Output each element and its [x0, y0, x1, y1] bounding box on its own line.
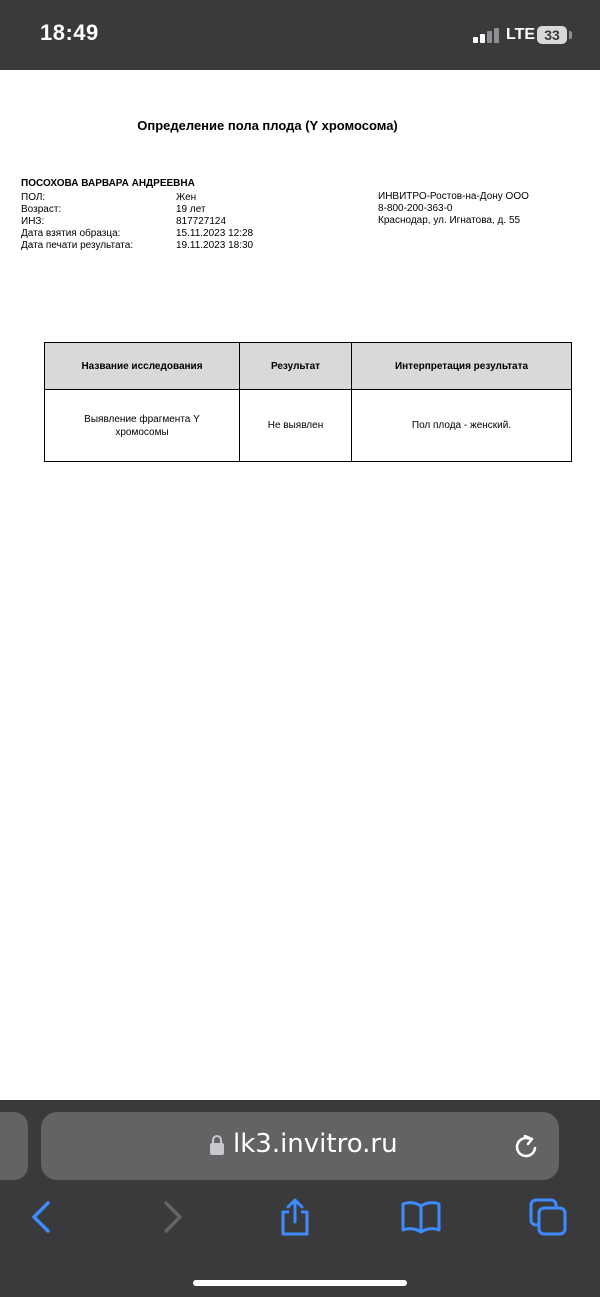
- home-indicator[interactable]: [193, 1280, 407, 1286]
- info-value: 19 лет: [176, 204, 206, 215]
- info-row-age: [21, 204, 321, 216]
- info-value: 15.11.2023 12:28: [176, 228, 254, 239]
- patient-info: [21, 192, 321, 252]
- info-label: Возраст:: [21, 204, 62, 215]
- tabs-icon[interactable]: [528, 1197, 568, 1237]
- document-title: Определение пола плода (Y хромосома): [137, 118, 398, 133]
- info-row-sample-date: [21, 228, 321, 240]
- status-bar: [0, 0, 600, 70]
- reload-icon[interactable]: [511, 1132, 541, 1162]
- chevron-right-icon[interactable]: [152, 1197, 192, 1237]
- lab-address: Краснодар, ул. Игнатова, д. 55: [378, 215, 521, 226]
- info-row-print-date: [21, 240, 321, 252]
- battery-tip: [569, 31, 572, 39]
- network-type: LTE: [506, 26, 536, 43]
- lab-info: [378, 191, 529, 227]
- lab-name: ИНВИТРО-Ростов-на-Дону ООО: [378, 191, 529, 202]
- signal-icon: [473, 27, 501, 43]
- url-text[interactable]: lk3.invitro.ru: [233, 1129, 398, 1159]
- header-result: Результат: [240, 343, 352, 390]
- info-label: Дата печати результата:: [21, 240, 134, 251]
- info-row-inz: [21, 216, 321, 228]
- browser-toolbar: [0, 1100, 600, 1297]
- table-row: [45, 390, 572, 462]
- battery-icon: 33: [537, 26, 567, 44]
- results-table: [44, 342, 572, 462]
- chevron-left-icon[interactable]: [22, 1197, 62, 1237]
- info-value: 817727124: [176, 216, 227, 227]
- table-header-row: [45, 343, 572, 390]
- header-interpretation: Интерпретация результата: [352, 343, 572, 390]
- cell-interpretation: Пол плода - женский.: [352, 390, 572, 462]
- share-icon[interactable]: [275, 1197, 315, 1237]
- cell-test-name-text: Выявление фрагмента Y хромосомы: [84, 413, 200, 438]
- document-view[interactable]: [0, 70, 600, 1100]
- info-label: ИНЗ:: [21, 216, 45, 227]
- lab-phone: 8-800-200-363-0: [378, 203, 453, 214]
- book-icon[interactable]: [401, 1197, 441, 1237]
- address-bar[interactable]: [41, 1112, 559, 1180]
- header-test-name: Название исследования: [45, 343, 240, 390]
- info-label: Дата взятия образца:: [21, 228, 121, 239]
- status-time: 18:49: [40, 20, 99, 45]
- previous-tab-preview[interactable]: [0, 1112, 28, 1180]
- cell-test-name: [45, 390, 240, 462]
- info-row-sex: [21, 192, 321, 204]
- cell-result: Не выявлен: [240, 390, 352, 462]
- patient-name: ПОСОХОВА ВАРВАРА АНДРЕЕВНА: [21, 178, 195, 189]
- info-value: Жен: [176, 192, 197, 203]
- lock-icon: [209, 1134, 225, 1156]
- info-label: ПОЛ:: [21, 192, 46, 203]
- info-value: 19.11.2023 18:30: [176, 240, 254, 251]
